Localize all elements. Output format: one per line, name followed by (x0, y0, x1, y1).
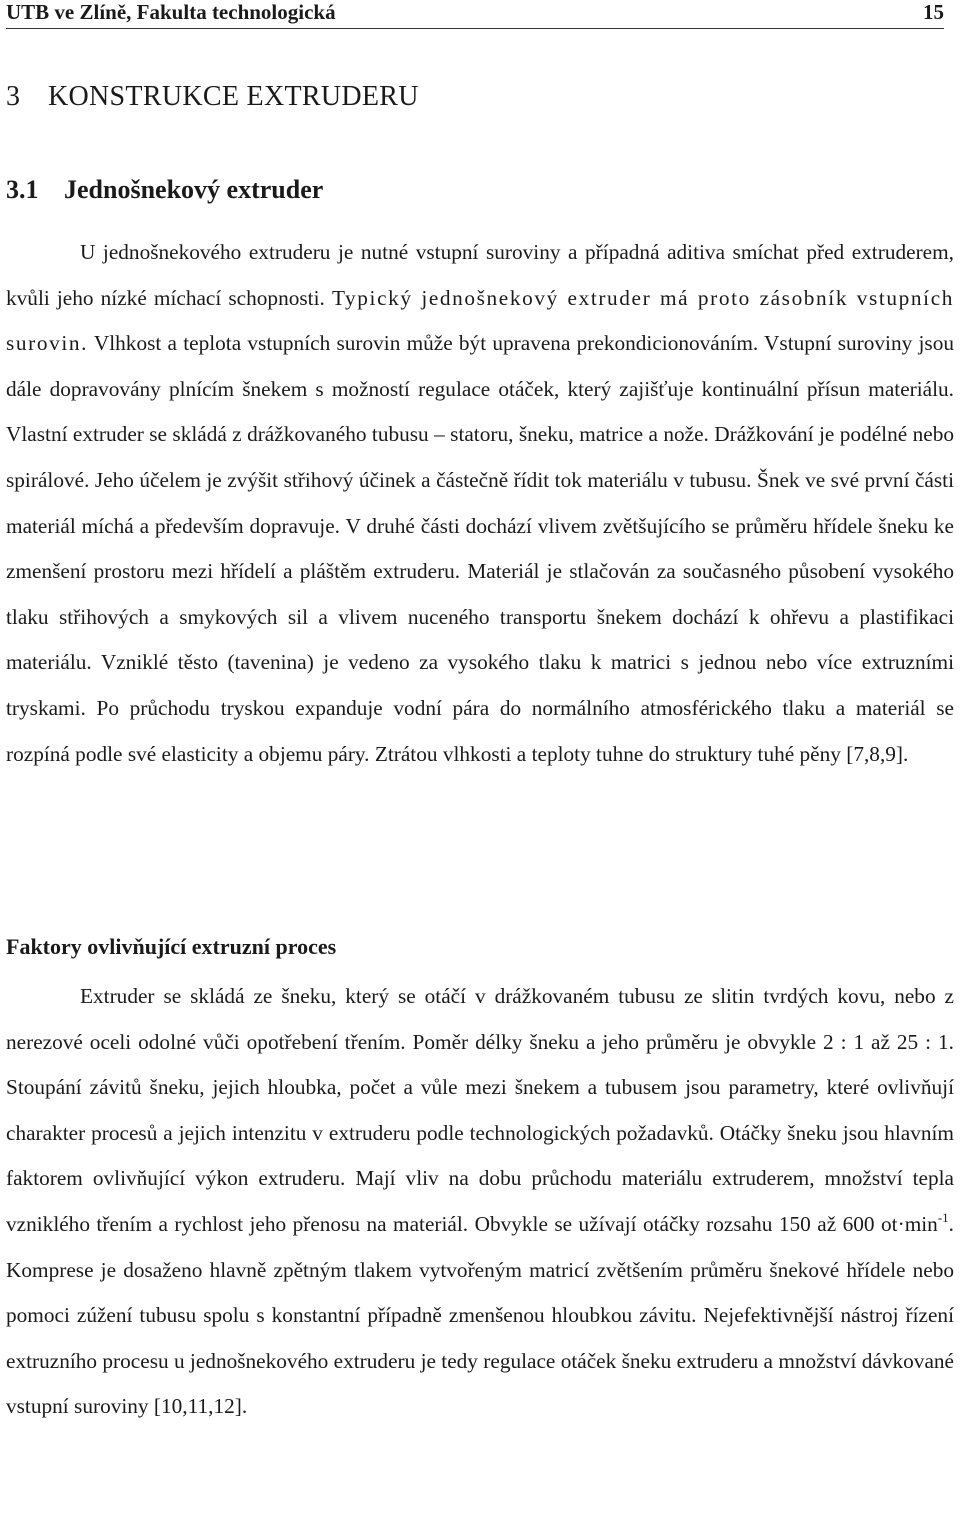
header-institution: UTB ve Zlíně, Fakulta technologická (6, 0, 336, 24)
paragraph-2-text-a: Extruder se skládá ze šneku, který se otáčí v drážkovaném tubusu ze slitin tvrdých kovu, nebo z nerezové oceli odolné vůči opotřebení třením. Poměr délky šneku a jeho průměru je obvykle 2 : 1 až 25 : 1. Stoupání závitů šneku, jejich hloubka, počet a vůle mezi šnekem a tubusem jsou parametry, které ovlivňují charakter procesů a jejich intenzitu v extruderu podle technologických požadavků. Otáčky šneku jsou hlavním faktorem ovlivňující výkon extruderu. Mají vliv na dobu průchodu materiálu extruderem, množství tepla vzniklého třením a rychlost jeho přenosu na materiál. Obvykle se užívají otáčky rozsahu 150 až 600 ot·min (6, 984, 954, 1236)
subheading-extrusion-factors: Faktory ovlivňující extruzní proces (6, 934, 337, 959)
running-header (6, 0, 944, 27)
chapter-title: KONSTRUKCE EXTRUDERU (48, 81, 419, 112)
section-heading (6, 174, 323, 206)
paragraph-1-spaced-text: Typický jednošnekový extruder má proto zásobník vstupních surovin. (6, 285, 954, 356)
paragraph-1-text-b: Vlhkost a teplota vstupních surovin může být upravena prekondicionováním. Vstupní suroviny jsou dále dopravovány plnícím šnekem s možností regulace otáček, který zajišťuje kontinuální přísun materiálu. Vlastní extruder se skládá z drážkovaného tubusu – statoru, šneku, matrice a nože. Drážkování je podélné nebo spirálové. Jeho účelem je zvýšit střihový účinek a částečně řídit tok materiálu v tubusu. Šnek ve své první části materiál míchá a především dopravuje. V druhé části dochází vlivem zvětšujícího se průměru hřídele šneku ke zmenšení prostoru mezi hřídelí a pláštěm extruderu. Materiál je stlačován za současného působení vysokého tlaku střihových a smykových sil a vlivem nuceného transportu šnekem dochází k ohřevu a plastifikaci materiálu. Vzniklé těsto (tavenina) je vedeno za vysokého tlaku k matrici s jednou nebo více extruzními tryskami. Po průchodu tryskou expanduje vodní pára do normálního atmosférického tlaku a materiál se rozpíná podle své elasticity a objemu páry. Ztrátou vlhkosti a teploty tuhne do struktury tuhé pěny [7,8,9]. (6, 331, 954, 766)
paragraph-1-text-a: U jednošnekového extruderu je nutné vstupní suroviny a případná aditiva smíchat před extruderem, kvůli jeho nízké míchací schopnosti. (6, 240, 954, 310)
body-paragraph-2 (6, 974, 954, 1430)
header-page-number: 15 (923, 0, 944, 24)
body-paragraph-1 (6, 230, 954, 777)
chapter-heading (6, 80, 419, 114)
header-divider (6, 28, 944, 29)
paragraph-2-text-b: . Komprese je dosaženo hlavně zpětným tlakem vytvořeným matricí zvětšením průměru šnekové hřídele nebo pomoci zúžení tubusu spolu s konstantní případně zmenšenou hloubkou závitu. Nejefektivnější nástroj řízení extruzního procesu u jednošnekového extruderu je tedy regulace otáček šneku extruderu a množství dávkované vstupní suroviny [10,11,12]. (6, 1211, 954, 1419)
chapter-number: 3 (6, 81, 21, 112)
section-title: Jednošnekový extruder (64, 175, 324, 204)
superscript-exponent: -1 (937, 1209, 949, 1225)
section-number: 3.1 (6, 175, 39, 204)
